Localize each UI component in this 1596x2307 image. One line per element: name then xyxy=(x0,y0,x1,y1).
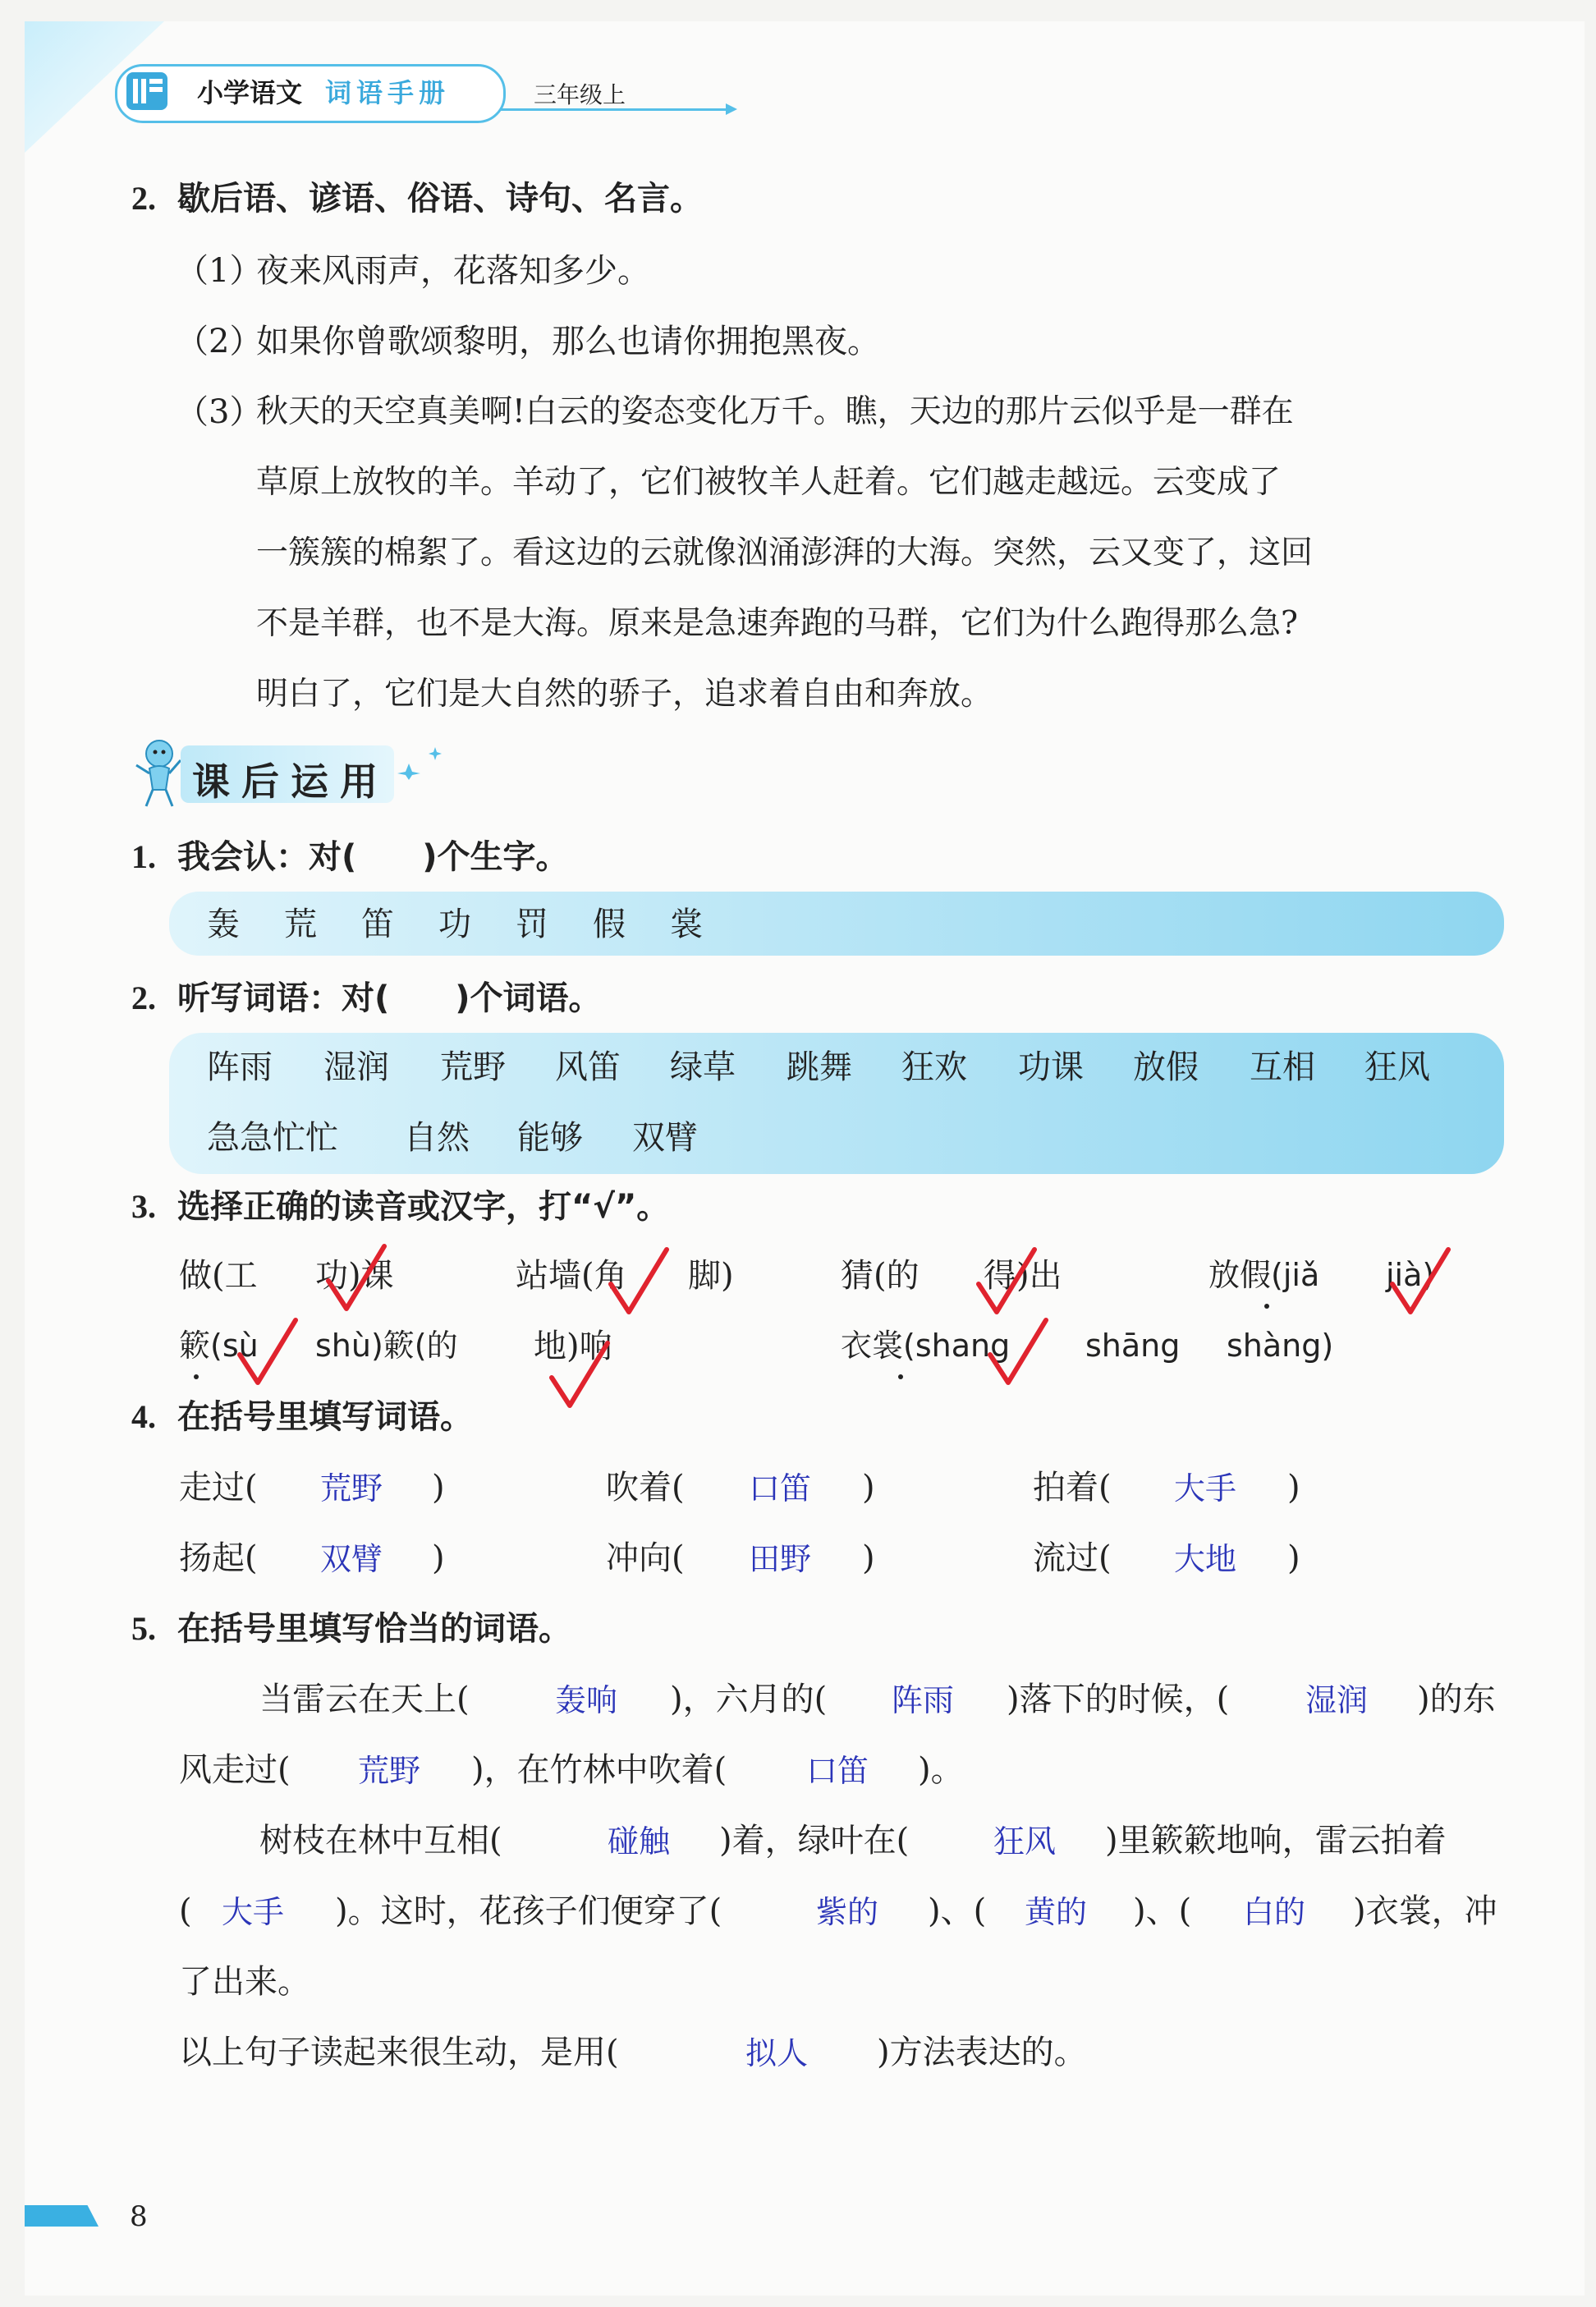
sentence-text: )。 xyxy=(918,1751,964,1789)
check-mark-icon xyxy=(1387,1245,1453,1319)
word-item: 放假 xyxy=(1133,1048,1199,1086)
fill-answer: 白的 xyxy=(1243,1894,1306,1930)
passage-line: 秋天的天空真美啊!白云的姿态变化万千。瞧，天边的那片云似乎是一群在 xyxy=(256,393,1294,430)
option-text: 功)课 xyxy=(315,1257,394,1295)
item-number: （2） xyxy=(176,323,263,360)
sentence-text: )。这时，花孩子们便穿了( xyxy=(335,1892,722,1930)
word-item: 阵雨 xyxy=(207,1048,273,1086)
book-title: 小学语文 xyxy=(197,77,303,108)
check-mark-icon xyxy=(235,1315,300,1389)
fill-label: 走过( xyxy=(179,1469,258,1507)
emphasis-dot xyxy=(194,1374,199,1379)
section-title: 课后运用 xyxy=(192,759,389,804)
fill-answer: 口笛 xyxy=(749,1470,812,1507)
char-item: 功 xyxy=(438,906,471,943)
sentence-text: 了出来。 xyxy=(179,1963,310,2001)
fill-answer: 荒野 xyxy=(320,1470,383,1507)
question-text: 选择正确的读音或汉字，打“√”。 xyxy=(177,1188,670,1226)
sparkle-icon xyxy=(397,747,447,780)
char-item: 轰 xyxy=(207,906,240,943)
fill-answer: 荒野 xyxy=(358,1753,421,1789)
question-number: 1. xyxy=(131,838,156,875)
fill-answer: 大手 xyxy=(1174,1470,1237,1507)
sentence-text: )着，绿叶在( xyxy=(719,1822,910,1860)
sentence-text: )里簌簌地响，雷云拍着 xyxy=(1105,1822,1447,1860)
passage-line: 草原上放牧的羊。羊动了，它们被牧羊人赶着。它们越走越远。云变成了 xyxy=(256,464,1282,501)
fill-answer: 狂风 xyxy=(993,1823,1057,1860)
page-number: 8 xyxy=(130,2200,148,2233)
fill-close: ) xyxy=(862,1469,875,1507)
question-text: 在括号里填写恰当的词语。 xyxy=(177,1610,571,1648)
word-item: 狂欢 xyxy=(901,1048,967,1086)
fill-close: ) xyxy=(1287,1539,1300,1577)
heading-number: 2. xyxy=(131,180,156,217)
word-item: 湿润 xyxy=(323,1048,389,1086)
item-number: （1） xyxy=(176,252,263,290)
grade-label: 三年级上 xyxy=(534,81,626,108)
option-text: 站墙(角 xyxy=(516,1257,627,1295)
word-item: 自然 xyxy=(404,1119,470,1157)
fill-close: ) xyxy=(432,1469,445,1507)
sentence-text: )，六月的( xyxy=(670,1681,828,1718)
option-text: 猜(的 xyxy=(841,1257,920,1295)
option-text: 簌(sù xyxy=(179,1328,259,1364)
option-text: 放假(jiǎ xyxy=(1208,1257,1320,1293)
check-mark-icon xyxy=(606,1245,672,1319)
mascot-icon xyxy=(130,736,187,810)
word-item: 绿草 xyxy=(670,1048,736,1086)
sentence-text: )的东 xyxy=(1417,1681,1496,1718)
arrow-icon xyxy=(726,103,737,115)
sentence-text: )方法表达的。 xyxy=(877,2034,1087,2071)
fill-answer: 黄的 xyxy=(1025,1894,1088,1930)
sentence-text: 风走过( xyxy=(179,1751,291,1789)
word-item: 互相 xyxy=(1250,1048,1315,1086)
fill-close: ) xyxy=(862,1539,875,1577)
fill-label: 流过( xyxy=(1033,1539,1112,1577)
check-mark-icon xyxy=(974,1245,1039,1319)
fill-answer: 碰触 xyxy=(608,1823,671,1860)
item-number: （3） xyxy=(176,393,263,431)
option-text: 衣裳(shang xyxy=(841,1328,1011,1364)
word-item: 跳舞 xyxy=(787,1048,852,1086)
fill-answer: 轰响 xyxy=(555,1682,618,1718)
question-number: 3. xyxy=(131,1188,156,1225)
fill-answer: 口笛 xyxy=(806,1753,869,1789)
check-mark-icon xyxy=(323,1241,389,1315)
fill-answer: 拟人 xyxy=(745,2035,809,2071)
fill-label: 冲向( xyxy=(606,1539,685,1577)
passage-line: 不是羊群，也不是大海。原来是急速奔跑的马群，它们为什么跑得那么急? xyxy=(256,605,1298,642)
fill-answer: 阵雨 xyxy=(892,1682,955,1718)
sentence-text: ( xyxy=(179,1892,192,1930)
heading-text: 歇后语、谚语、俗语、诗句、名言。 xyxy=(177,180,703,218)
option-text: jià) xyxy=(1386,1257,1435,1293)
fill-answer: 湿润 xyxy=(1305,1682,1369,1718)
word-item: 能够 xyxy=(517,1119,583,1157)
sentence-text: 当雷云在天上( xyxy=(259,1681,470,1718)
check-mark-icon xyxy=(985,1315,1051,1389)
option-text: shàng) xyxy=(1227,1328,1334,1364)
question-text: 听写词语：对( )个词语。 xyxy=(177,979,602,1017)
book-icon xyxy=(123,67,172,115)
footer-bar xyxy=(25,2205,99,2227)
sentence-text: )，在竹林中吹着( xyxy=(471,1751,727,1789)
sentence-text: )落下的时候，( xyxy=(1007,1681,1230,1718)
fill-answer: 田野 xyxy=(749,1541,812,1577)
question-number: 5. xyxy=(131,1610,156,1647)
question-text: 我会认：对( )个生字。 xyxy=(177,838,569,876)
word-item: 功课 xyxy=(1018,1048,1084,1086)
fill-answer: 大手 xyxy=(222,1894,285,1930)
fill-close: ) xyxy=(432,1539,445,1577)
check-mark-icon xyxy=(547,1338,612,1412)
emphasis-dot xyxy=(898,1374,903,1379)
fill-label: 拍着( xyxy=(1033,1469,1112,1507)
fill-label: 吹着( xyxy=(606,1469,685,1507)
option-text: shāng xyxy=(1085,1328,1181,1364)
header-rule xyxy=(501,108,732,111)
fill-answer: 紫的 xyxy=(816,1894,879,1930)
sentence-text: )、( xyxy=(1133,1892,1192,1930)
sentence-text: )衣裳，冲 xyxy=(1353,1892,1497,1930)
option-text: shù)簌(的 xyxy=(315,1328,458,1364)
char-item: 荒 xyxy=(284,906,317,943)
option-text: 脚) xyxy=(688,1257,734,1295)
item-text: 如果你曾歌颂黎明，那么也请你拥抱黑夜。 xyxy=(256,323,880,360)
option-text: 做(工 xyxy=(179,1257,258,1295)
sentence-text: 以上句子读起来很生动，是用( xyxy=(179,2034,619,2071)
item-text: 夜来风雨声，花落知多少。 xyxy=(256,252,650,290)
fill-label: 扬起( xyxy=(179,1539,258,1577)
word-item: 急急忙忙 xyxy=(207,1119,338,1157)
char-item: 假 xyxy=(593,906,626,943)
question-text: 在括号里填写词语。 xyxy=(177,1398,473,1436)
word-item: 荒野 xyxy=(440,1048,506,1086)
fill-answer: 双臂 xyxy=(320,1541,383,1577)
question-number: 4. xyxy=(131,1398,156,1435)
option-text: 得)出 xyxy=(984,1257,1062,1295)
question-number: 2. xyxy=(131,979,156,1016)
passage-line: 一簇簇的棉絮了。看这边的云就像汹涌澎湃的大海。突然，云又变了，这回 xyxy=(256,534,1314,571)
passage-line: 明白了，它们是大自然的骄子，追求着自由和奔放。 xyxy=(256,676,993,713)
fill-answer: 大地 xyxy=(1174,1541,1237,1577)
word-item: 双臂 xyxy=(632,1119,698,1157)
option-text: 地)响 xyxy=(534,1328,612,1365)
sentence-text: 树枝在林中互相( xyxy=(259,1822,502,1860)
char-item: 罚 xyxy=(516,906,548,943)
char-item: 笛 xyxy=(361,906,394,943)
sentence-text: )、( xyxy=(928,1892,987,1930)
emphasis-dot xyxy=(1264,1304,1269,1309)
fill-close: ) xyxy=(1287,1469,1300,1507)
word-item: 风笛 xyxy=(555,1048,621,1086)
char-item: 裳 xyxy=(670,906,703,943)
book-subtitle: 词语手册 xyxy=(325,77,451,108)
word-item: 狂风 xyxy=(1364,1048,1430,1086)
